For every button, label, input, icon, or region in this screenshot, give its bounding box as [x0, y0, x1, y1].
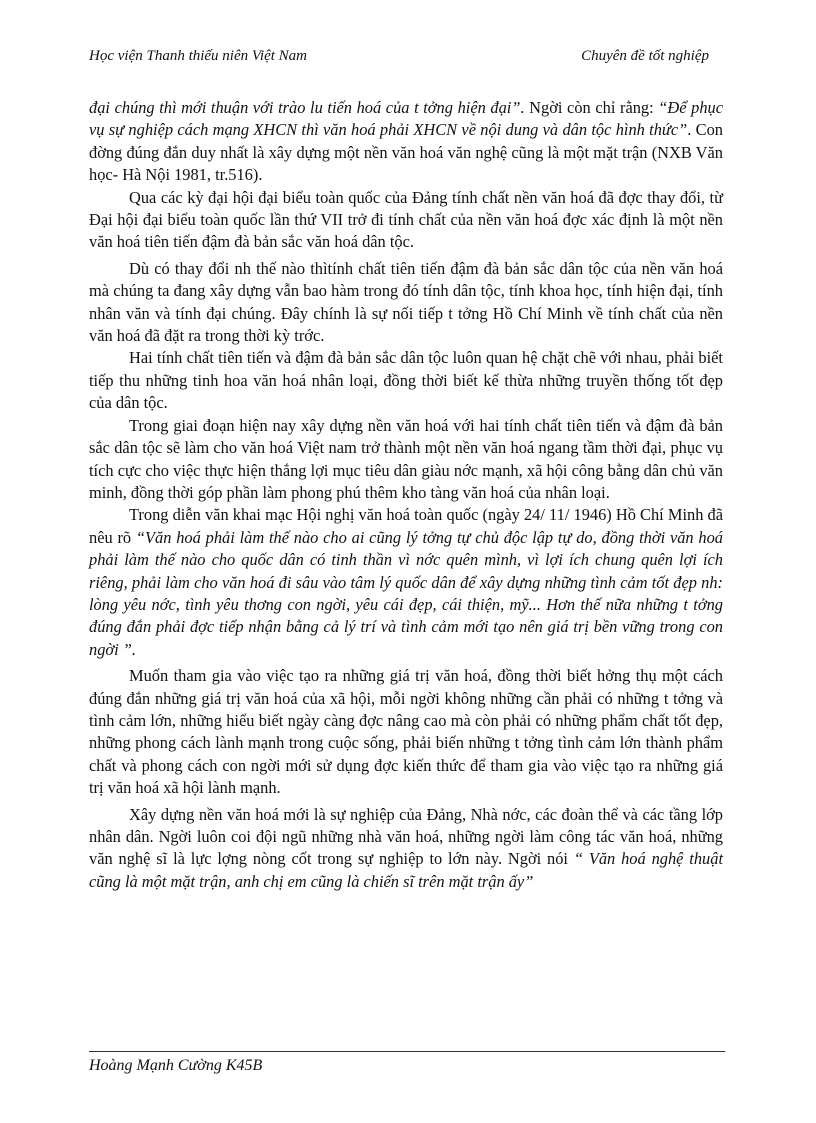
quote-text: “ Văn hoá nghệ thuật cũng là một mặt trận, anh chị em cũng là chiến sĩ trên mặt trận ấy” [89, 849, 723, 891]
paragraph-6 [89, 504, 723, 661]
paragraph-text: Ngời còn chỉ rằng: [524, 98, 659, 117]
quote-text: “Văn hoá phải làm thế nào cho ai cũng lý tởng tự chủ độc lập tự do, đồng thời văn hoá phải làm thế nào cho quốc dân có tinh thần vì nớc quên mình, vì lợi ích chung quên lợi ích riêng, phải làm cho văn hoá đi sâu vào tâm lý quốc dân để xây dựng những tình cảm tốt đẹp nh: lòng yêu nớc, tình yêu thơng con ngời, yêu cái đẹp, cái thiện, mỹ... Hơn thế nữa những t tởng đúng đắn phải đợc tiếp nhận bằng cả lý trí và tình cảm mới tạo nên giá trị bền vững trong con ngời ”. [89, 527, 723, 659]
paragraph-4: Hai tính chất tiên tiến và đậm đà bản sắc dân tộc luôn quan hệ chặt chẽ với nhau, phải biết tiếp thu những tinh hoa văn hoá nhân loại, đồng thời biết kế thừa những truyền thống tốt đẹp của dân tộc. [89, 348, 723, 413]
paragraph-2: Qua các kỳ đại hội đại biểu toàn quốc của Đảng tính chất nền văn hoá đã đợc thay đổi, từ Đại hội đại biểu toàn quốc lần thứ VII trở đi tính chất của nền văn hoá đợc xác định là một nền văn hoá tiên tiến đậm đà bản sắc văn hoá dân tộc. [89, 187, 723, 252]
paragraph-text: Trong diễn văn khai mạc Hội nghị văn hoá toàn quốc (ngày 24/ 11/ 1946) Hồ Chí Minh đã nêu rõ [89, 505, 723, 547]
paragraph-text: Xây dựng nền văn hoá mới là sự nghiệp của Đảng, Nhà nớc, các đoàn thể và các tầng lớp nhân dân. Ngời luôn coi đội ngũ những nhà văn hoá, những ngời làm công tác văn hoá, những văn nghệ sĩ là lực lợng nòng cốt trong sự nghiệp to lớn này. Ngời nói [89, 804, 723, 869]
paragraph-7: Muốn tham gia vào việc tạo ra những giá trị văn hoá, đồng thời biết hởng thụ một cách đúng đắn những giá trị văn hoá của xã hội, mỗi ngời không những cần phải có những t tởng và tình cảm lớn, những hiểu biết ngày càng đợc nâng cao mà còn phải có những phẩm chất tốt đẹp, những phong cách lành mạnh trong cuộc sống, phải biến những t tởng tình cảm lớn thành phẩm chất và phong cách con ngời mới sử dụng đợc kiến thức để tham gia vào việc tạo ra những giá trị văn hoá xã hội lành mạnh. [89, 666, 723, 798]
paragraph-5: Trong giai đoạn hiện nay xây dựng nền văn hoá với hai tính chất tiên tiến và đậm đà bản sắc dân tộc sẽ làm cho văn hoá Việt nam trở thành một nền văn hoá ngang tầm thời đại, phục vụ tích cực cho việc thực hiện thắng lợi mục tiêu dân giàu nớc mạnh, xã hội công bằng dân chủ văn minh, đồng thời góp phần làm phong phú thêm kho tàng văn hoá của nhân loại. [89, 415, 723, 502]
paragraph-1 [89, 97, 723, 187]
document-body [89, 97, 723, 893]
paragraph-text: . Con đờng đúng đắn duy nhất là xây dựng một nền văn hoá văn nghệ cũng là một mặt trận (NXB Văn học- Hà Nội 1981, tr.516). [89, 120, 723, 185]
header-institution: Học viện Thanh thiếu niên Việt Nam [89, 48, 308, 64]
header-document-type: Chuyên đề tốt nghiệp [581, 48, 709, 64]
page-header [89, 48, 709, 70]
quote-text: “Để phục vụ sự nghiệp cách mạng XHCN thì văn hoá phải XHCN về nội dung và dân tộc hình thức” [89, 98, 724, 140]
paragraph-3: Dù có thay đổi nh thế nào thìtính chất tiên tiến đậm đà bản sắc dân tộc của nền văn hoá mà chúng ta đang xây dựng vẫn bao hàm trong đó tính dân tộc, tính khoa học, tính hiện đại, tính nhân văn và tính đại chúng. Đây chính là sự nối tiếp t tởng Hồ Chí Minh về tính chất của nền văn hoá đã đặt ra trong thời kỳ trớc. [89, 258, 723, 346]
quote-text: đại chúng thì mới thuận với trào lu tiến hoá của t tởng hiện đại”. [89, 98, 525, 117]
footer-divider [89, 1051, 725, 1052]
footer-author: Hoàng Mạnh Cường K45B [89, 1057, 263, 1074]
paragraph-8 [89, 804, 723, 894]
